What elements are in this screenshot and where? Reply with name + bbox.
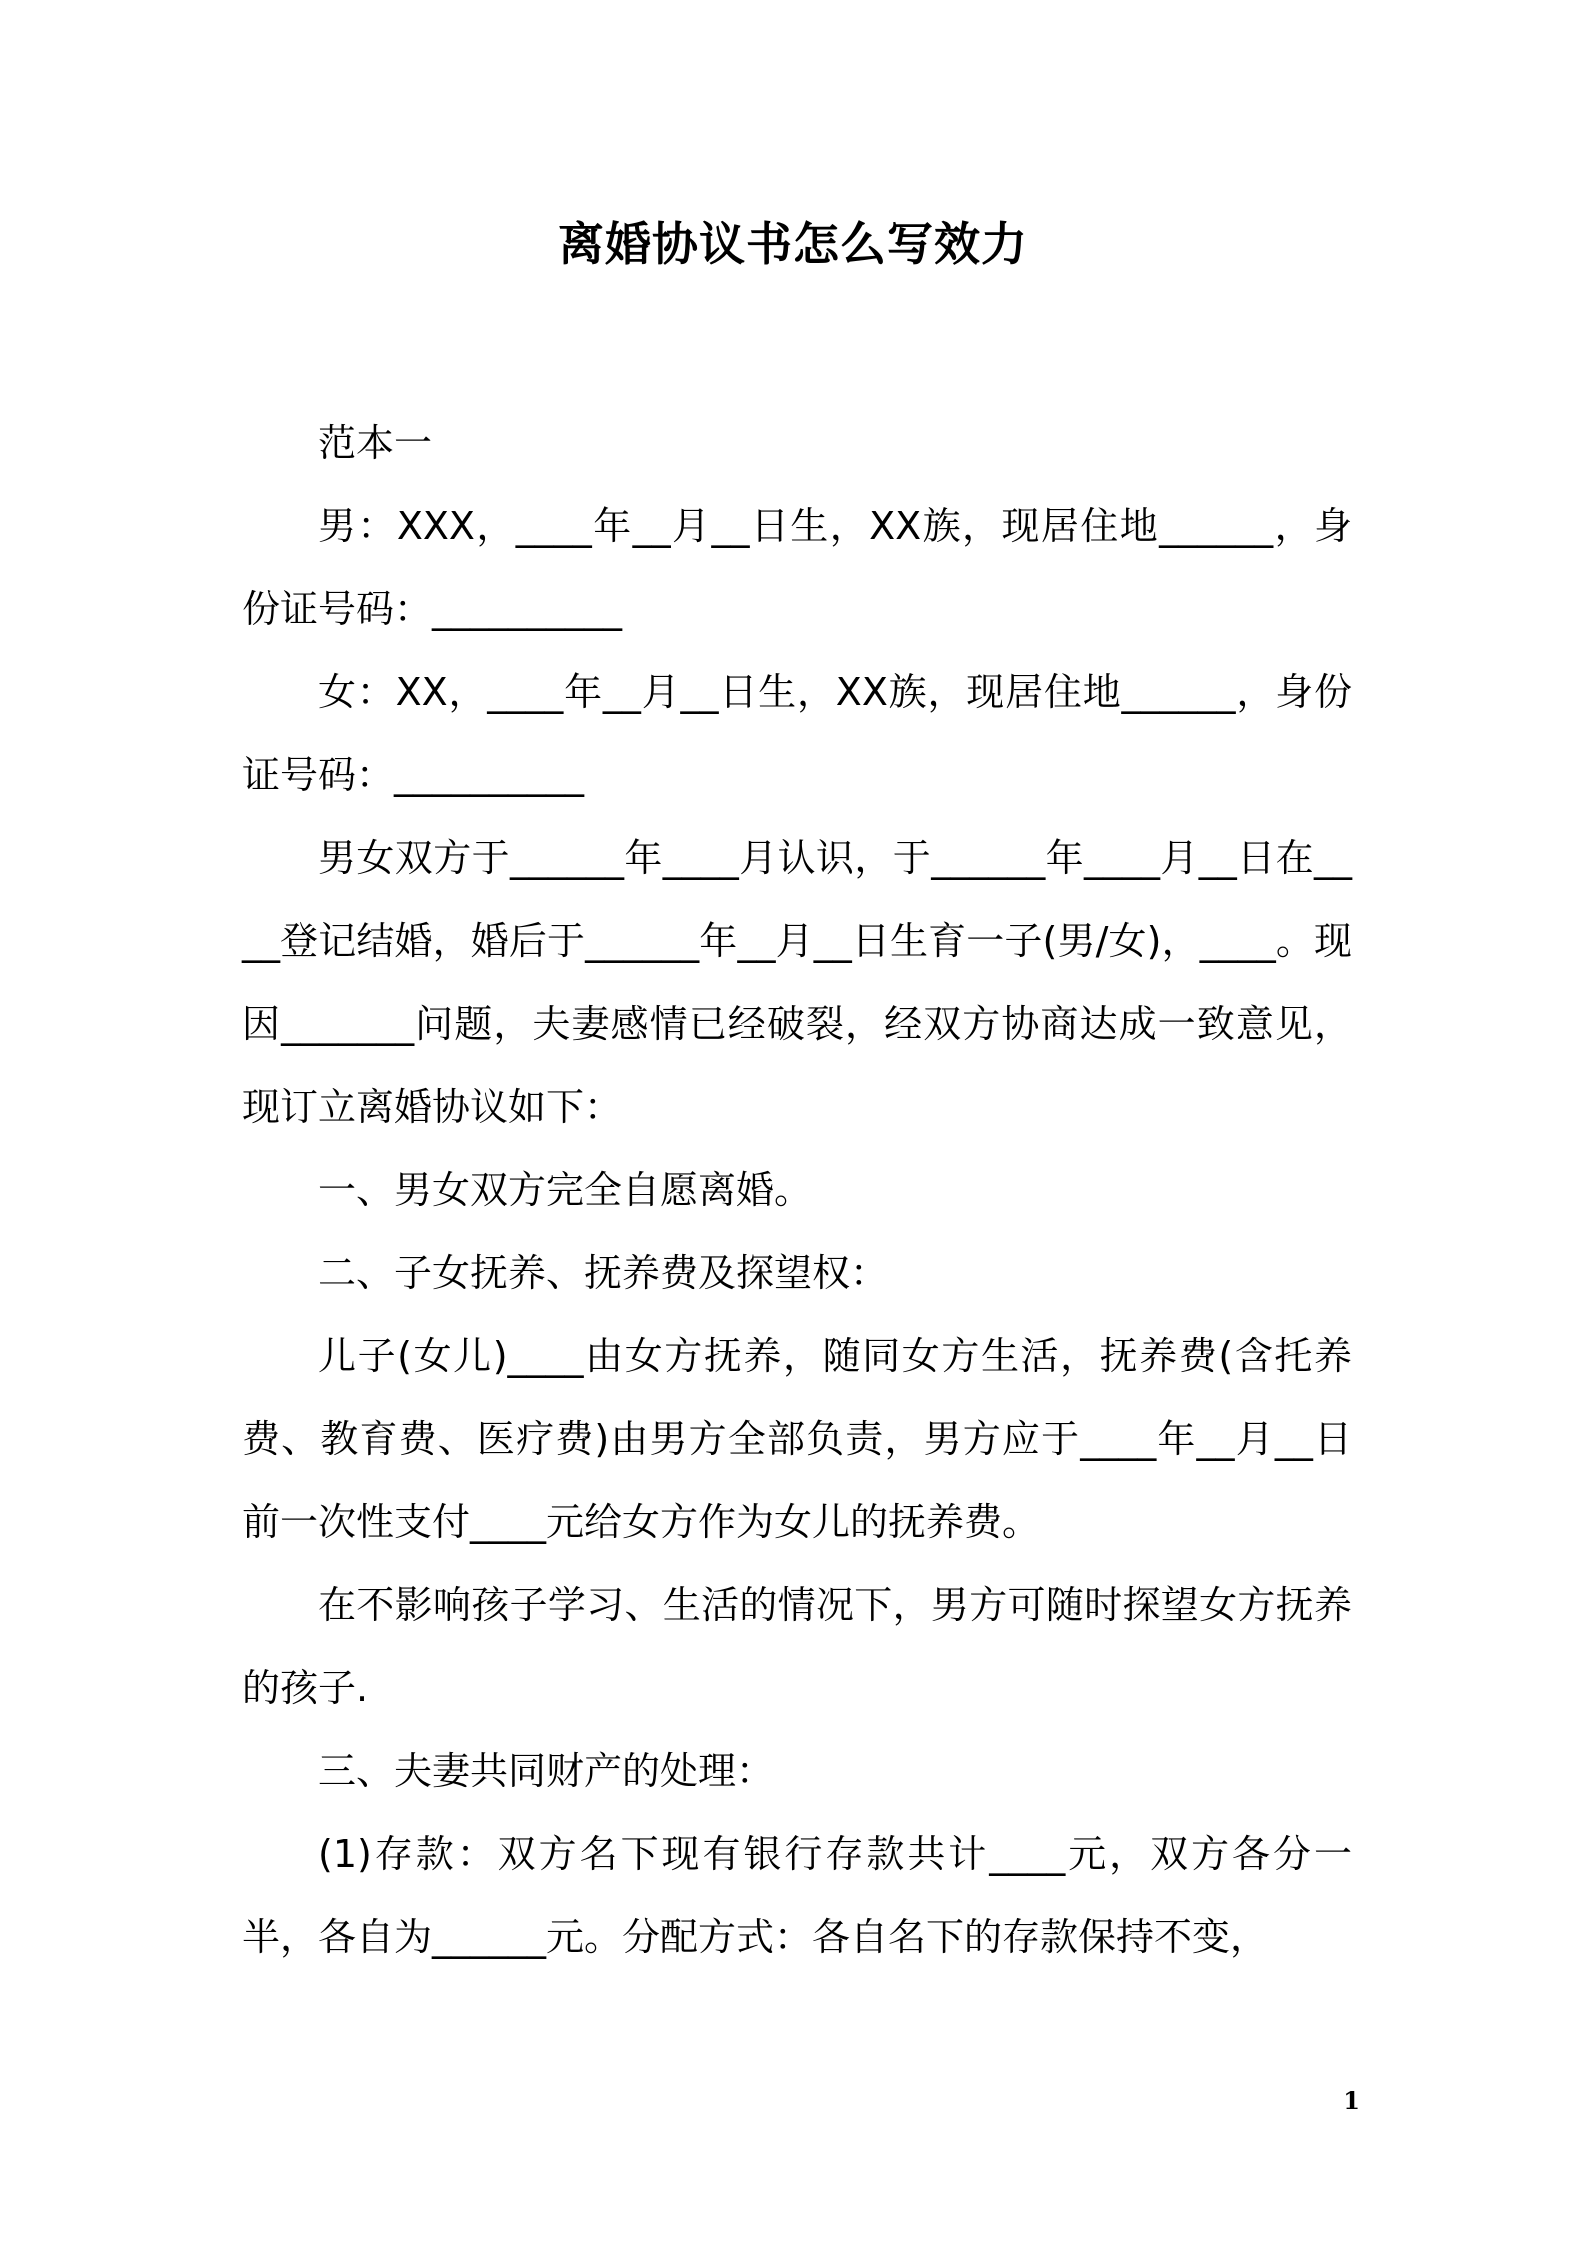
paragraph-visitation: 在不影响孩子学习、生活的情况下，男方可随时探望女方抚养的孩子.	[242, 1583, 1352, 1710]
paragraph-male-party: 男：XXX，____年__月__日生，XX族，现居住地______，身份证号码：__________	[242, 504, 1352, 631]
paragraph-template-heading: 范本一	[318, 421, 433, 465]
document-body	[242, 402, 1352, 1979]
paragraph-female-party: 女：XX，____年__月__日生，XX族，现居住地______，身份证号码：__________	[242, 670, 1352, 797]
paragraph-clause-two-heading: 二、子女抚养、抚养费及探望权：	[318, 1251, 889, 1295]
document-title: 离婚协议书怎么写效力	[558, 217, 1028, 271]
paragraph-savings: (1)存款：双方名下现有银行存款共计____元，双方各分一半，各自为______元。分配方式：各自名下的存款保持不变，	[242, 1832, 1352, 1959]
page-number: 1	[1343, 2086, 1360, 2115]
paragraph-child-custody: 儿子(女儿)____由女方抚养，随同女方生活，抚养费(含托养费、教育费、医疗费)由男方全部负责，男方应于____年__月__日前一次性支付____元给女方作为女儿的抚养费。	[242, 1334, 1352, 1544]
paragraph-clause-one: 一、男女双方完全自愿离婚。	[318, 1168, 813, 1212]
paragraph-clause-three-heading: 三、夫妻共同财产的处理：	[318, 1749, 775, 1793]
paragraph-marriage-background: 男女双方于______年____月认识，于______年____月__日在____登记结婚，婚后于______年__月__日生育一子(男/女)，____。现因_______问题，夫妻感情已经破裂，经双方协商达成一致意见，现订立离婚协议如下：	[242, 836, 1352, 1129]
